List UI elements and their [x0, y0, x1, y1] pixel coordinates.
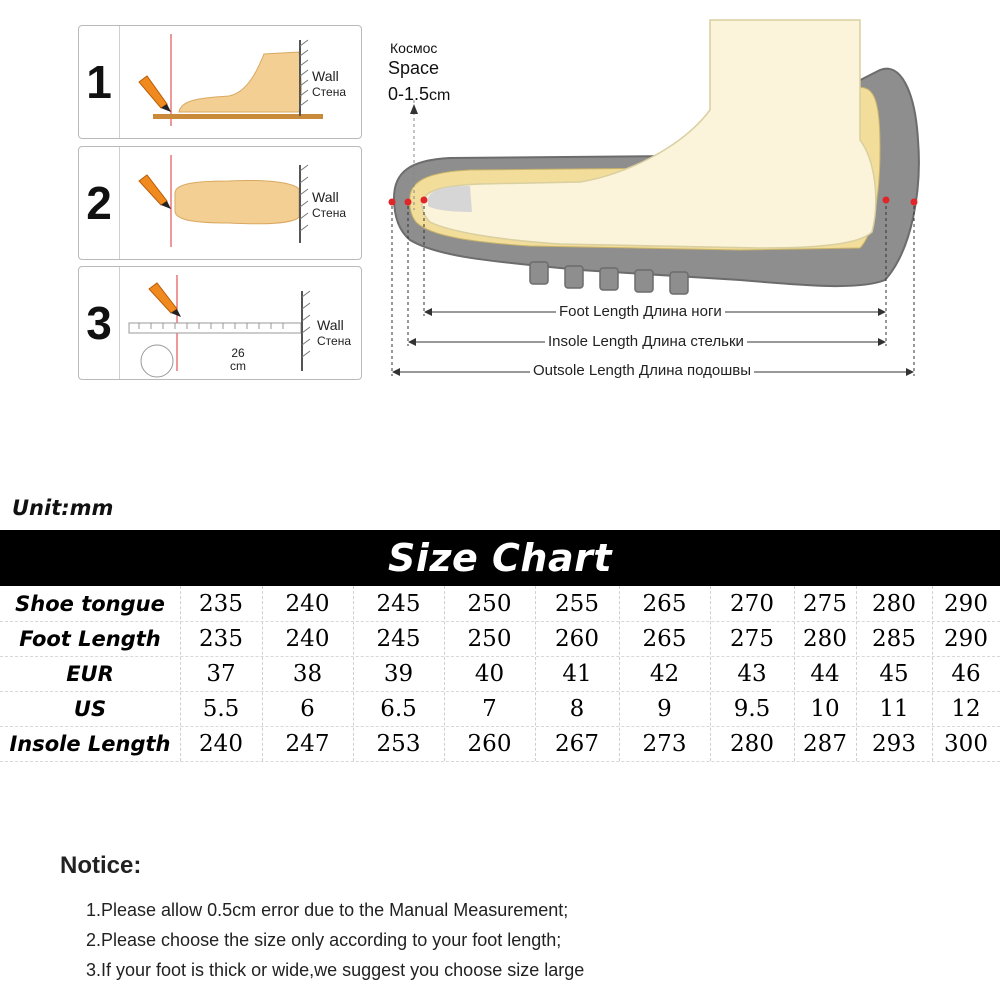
- step-number: 2: [79, 147, 120, 259]
- table-cell: 235: [199, 590, 243, 617]
- step-panel-1: [78, 25, 362, 139]
- foot-length-label: Foot Length Длина ноги: [556, 303, 725, 320]
- size-chart-header: [0, 530, 1000, 586]
- column-divider: [710, 586, 711, 761]
- column-divider: [353, 586, 354, 761]
- table-cell: 255: [555, 590, 599, 617]
- column-divider: [619, 586, 620, 761]
- pencil-icon: [139, 76, 171, 112]
- table-cell: 265: [642, 590, 687, 617]
- notice-item: 2.Please choose the size only according to your foot length;: [86, 930, 562, 950]
- notice-item: 1.Please allow 0.5cm error due to the Manual Measurement;: [86, 900, 569, 920]
- notice-title: Notice:: [60, 852, 142, 879]
- wall-label-ru: Стена: [317, 334, 352, 348]
- table-cell: 275: [803, 590, 847, 617]
- table-cell: 40: [474, 660, 505, 687]
- table-cell: 245: [376, 625, 421, 652]
- table-cell: 270: [730, 590, 774, 617]
- table-cell: 247: [285, 730, 330, 757]
- insole-length-label: Insole Length Длина стельки: [545, 333, 747, 350]
- table-cell: 290: [944, 590, 988, 617]
- step-panel-3: [78, 266, 362, 380]
- table-cell: 293: [872, 730, 916, 757]
- table-cell: 240: [285, 590, 330, 617]
- table-cell: 10: [810, 695, 840, 722]
- row-divider: [0, 621, 1000, 622]
- table-cell: 265: [642, 625, 687, 652]
- row-header: Insole Length: [9, 731, 171, 756]
- table-cell: 9.5: [733, 695, 771, 722]
- table-row: [0, 691, 1000, 726]
- table-cell: 12: [951, 695, 981, 722]
- table-cell: 46: [951, 660, 981, 687]
- table-cell: 287: [803, 730, 847, 757]
- table-cell: 260: [555, 625, 599, 652]
- notice-item: 3.If your foot is thick or wide,we suggest you choose size large: [86, 960, 585, 980]
- size-table: [0, 586, 1000, 764]
- wall-label-ru: Стена: [312, 206, 347, 220]
- table-cell: 5.5: [202, 695, 240, 722]
- column-divider: [932, 586, 933, 761]
- pencil-icon: [149, 283, 181, 317]
- table-row: [0, 726, 1000, 761]
- table-cell: 6.5: [380, 695, 417, 722]
- table-cell: 240: [199, 730, 243, 757]
- ruler-unit: cm: [230, 359, 246, 373]
- table-cell: 8: [569, 695, 585, 722]
- chart-title: Size Chart: [387, 536, 612, 580]
- row-divider: [0, 761, 1000, 762]
- space-label: Space: [388, 58, 440, 78]
- column-divider: [444, 586, 445, 761]
- table-row: [0, 621, 1000, 656]
- space-unit: cm: [429, 87, 451, 104]
- table-cell: 267: [555, 730, 599, 757]
- step-panel-2: [78, 146, 362, 260]
- table-cell: 45: [879, 660, 909, 687]
- table-cell: 245: [376, 590, 421, 617]
- table-cell: 290: [944, 625, 988, 652]
- row-header: US: [73, 696, 107, 721]
- row-divider: [0, 691, 1000, 692]
- unit-label: Unit:mm: [12, 496, 114, 520]
- table-cell: 250: [467, 625, 512, 652]
- space-label-ru: Космос: [390, 40, 438, 56]
- table-cell: 280: [730, 730, 774, 757]
- table-cell: 253: [376, 730, 421, 757]
- outsole-length-label: Outsole Length Длина подошвы: [530, 362, 754, 379]
- table-cell: 300: [944, 730, 988, 757]
- column-divider: [535, 586, 536, 761]
- row-divider: [0, 726, 1000, 727]
- table-cell: 280: [872, 590, 916, 617]
- column-divider: [856, 586, 857, 761]
- table-cell: 43: [737, 660, 767, 687]
- table-cell: 44: [810, 660, 840, 687]
- table-cell: 235: [199, 625, 243, 652]
- row-divider: [0, 656, 1000, 657]
- pencil-icon: [139, 175, 171, 209]
- step-number: 3: [79, 267, 120, 379]
- ruler-value: 26: [231, 346, 245, 360]
- table-cell: 11: [879, 695, 909, 722]
- table-cell: 275: [730, 625, 774, 652]
- table-cell: 37: [206, 660, 236, 687]
- row-header: Shoe tongue: [15, 591, 165, 616]
- step-number: 1: [79, 26, 120, 138]
- table-cell: 7: [482, 695, 497, 722]
- table-cell: 39: [383, 660, 414, 687]
- table-row: [0, 586, 1000, 621]
- table-cell: 285: [872, 625, 916, 652]
- table-cell: 240: [285, 625, 330, 652]
- wall-label: Wall: [317, 317, 344, 333]
- table-cell: 250: [467, 590, 512, 617]
- row-header: EUR: [66, 661, 114, 686]
- table-cell: 38: [292, 660, 323, 687]
- table-cell: 9: [657, 695, 672, 722]
- table-cell: 260: [467, 730, 512, 757]
- table-cell: 6: [300, 695, 315, 722]
- space-range: 0-1.5: [388, 84, 430, 104]
- table-cell: 42: [649, 660, 680, 687]
- column-divider: [262, 586, 263, 761]
- table-cell: 280: [803, 625, 847, 652]
- table-cell: 273: [642, 730, 687, 757]
- wall-label-ru: Стена: [312, 85, 347, 99]
- column-divider: [180, 586, 181, 761]
- table-cell: 41: [562, 660, 592, 687]
- row-header: Foot Length: [19, 626, 161, 651]
- wall-label: Wall: [312, 189, 339, 205]
- column-divider: [794, 586, 795, 761]
- table-row: [0, 656, 1000, 691]
- wall-label: Wall: [312, 68, 339, 84]
